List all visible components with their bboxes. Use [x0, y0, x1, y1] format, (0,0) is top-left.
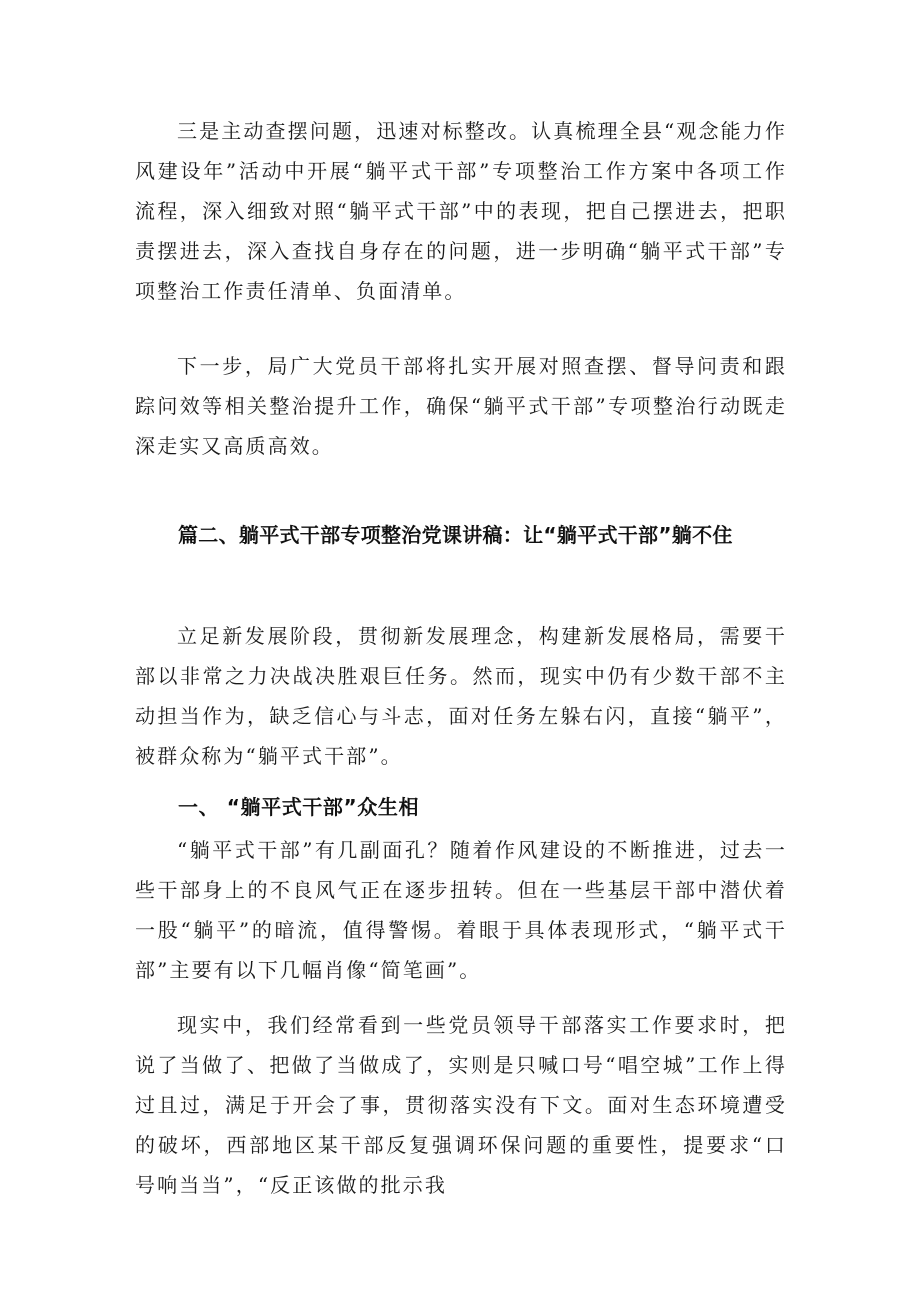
body-paragraph: 立足新发展阶段，贯彻新发展理念，构建新发展格局，需要干部以非常之力决战决胜艰巨任务。然而，现实中仍有少数干部不主动担当作为，缺乏信心与斗志，面对任务左躲右闪，直接“躺平”，被群众称为“躺平式干部”。: [135, 624, 787, 768]
body-paragraph: “躺平式干部”有几副面孔？随着作风建设的不断推进，过去一些干部身上的不良风气正在逐步扭转。但在一些基层干部中潜伏着一股“躺平”的暗流，值得警惕。着眼于具体表现形式，“躺平式干部”主要有以下几幅肖像“简笔画”。: [135, 838, 787, 982]
part-title: 篇二、躺平式干部专项整治党课讲稿：让“躺平式干部”躺不住: [178, 523, 733, 547]
body-paragraph: 现实中，我们经常看到一些党员领导干部落实工作要求时，把说了当做了、把做了当做成了，实则是只喊口号“唱空城”工作上得过且过，满足于开会了事，贯彻落实没有下文。面对生态环境遭受的破坏，西部地区某干部反复强调环保问题的重要性，提要求“口号响当当”，“反正该做的批示我: [135, 1013, 787, 1197]
body-paragraph: 三是主动查摆问题，迅速对标整改。认真梳理全县“观念能力作风建设年”活动中开展“躺平式干部”专项整治工作方案中各项工作流程，深入细致对照“躺平式干部”中的表现，把自己摆进去，把职责摆进去，深入查找自身存在的问题，进一步明确“躺平式干部”专项整治工作责任清单、负面清单。: [135, 119, 787, 303]
section-heading: 一、 “躺平式干部”众生相: [178, 795, 420, 819]
body-paragraph: 下一步，局广大党员干部将扎实开展对照查摆、督导问责和跟踪问效等相关整治提升工作，确保“躺平式干部”专项整治行动既走深走实又高质高效。: [135, 354, 787, 458]
